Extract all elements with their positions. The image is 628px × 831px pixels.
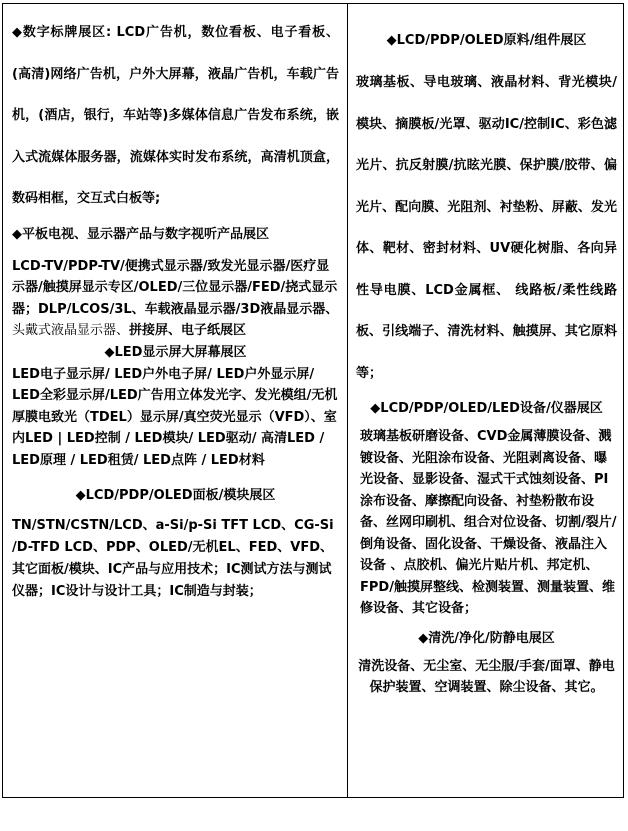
section-body: : LCD广告机，数位看板、电子看板、(高清)网络广告机，户外大屏幕，液晶广告机，车载广告机，(酒店，银行，车站等)多媒体信息广告发布系统，嵌入式流媒体服务器，流媒体实时发布系统，高清机顶盒，数码相框，交互式白板等; — [12, 25, 339, 206]
body-segment: LCD-TV/PDP-TV/便携式显示器/致发光显示器/医疗显示器/触摸屏显示专区/OLED/三位显示器/FED/挠式显示器；DLP/LCOS/3L、车载液晶显示器/3D液晶显示器、 — [12, 258, 339, 317]
section-heading-led: ◆LED显示屏大屏幕展区 — [104, 344, 247, 360]
section-body-flat-panel — [12, 256, 339, 342]
left-column — [3, 4, 348, 797]
section-heading-equipment: ◆LCD/PDP/OLED/LED设备/仪器展区 — [370, 401, 603, 416]
section-digital-signage — [12, 12, 339, 220]
section-heading-panel-module: ◆LCD/PDP/OLED面板/模块展区 — [75, 488, 276, 503]
section-body-led: LED电子显示屏/ LED户外电子屏/ LED户外显示屏/ LED全彩显示屏/LED广告用立体发光字、发光模组/无机厚膜电致光（TDEL）显示屏/真空荧光显示（VFD）、室内LED | LED控制 / LED模块/ LED驱动/ 高清LED / LED原理 / LED租赁/ LED点阵 / LED材料 — [12, 366, 338, 468]
section-body-panel-module: TN/STN/CSTN/LCD、a-Si/p-Si TFT LCD、CG-Si /D-TFD LCD、PDP、OLED/无机EL、FED、VFD、其它面板/模块、IC产品与应用技术；IC测试方法与测试仪器；IC设计与设计工具；IC制造与封装； — [12, 518, 334, 599]
body-segment: 拼接屏、电子纸展区 — [129, 323, 247, 338]
section-heading-materials: ◆LCD/PDP/OLED原料/组件展区 — [386, 33, 587, 48]
right-column — [348, 4, 623, 797]
section-heading: ◆数字标牌展区 — [12, 25, 106, 40]
body-segment-light: 头戴式液晶显示器、 — [12, 323, 130, 338]
section-heading-flat-panel: ◆平板电视、显示器产品与数字视听产品展区 — [12, 226, 269, 242]
section-heading-cleaning: ◆清洗/净化/防静电展区 — [418, 630, 555, 646]
section-body-cleaning: 清洗设备、无尘室、无尘服/手套/面罩、静电保护装置、空调装置、除尘设备、其它。 — [358, 658, 615, 695]
section-body-equipment: 玻璃基板研磨设备、CVD金属薄膜设备、溅镀设备、光阻涂布设备、光阻剥离设备、曝光设备、显影设备、湿式干式蚀刻设备、PI涂布设备、摩擦配向设备、衬垫粉散布设备、丝网印刷机、组合对位设备、切割/裂片/倒角设备、固化设备、干燥设备、液晶注入设备 、点胶机、偏光片贴片机、邦定机、FPD/触摸屏整线、检测装置、测量装置、维修设备、其它设备； — [360, 429, 617, 616]
section-body-materials: 玻璃基板、导电玻璃、液晶材料、背光模块/模块、摘膜板/光罩、驱动IC/控制IC、彩色滤光片、抗反射膜/抗眩光膜、保护膜/胶带、偏光片、配向膜、光阻剂、衬垫粉、屏蔽、发光体、靶材、密封材料、UV硬化树脂、各向异性导电膜、LCD金属框、 线路板/柔性线路板、引线端子、清洗材料、触摸屏、其它原料等； — [356, 75, 617, 381]
exhibition-table — [2, 3, 624, 798]
